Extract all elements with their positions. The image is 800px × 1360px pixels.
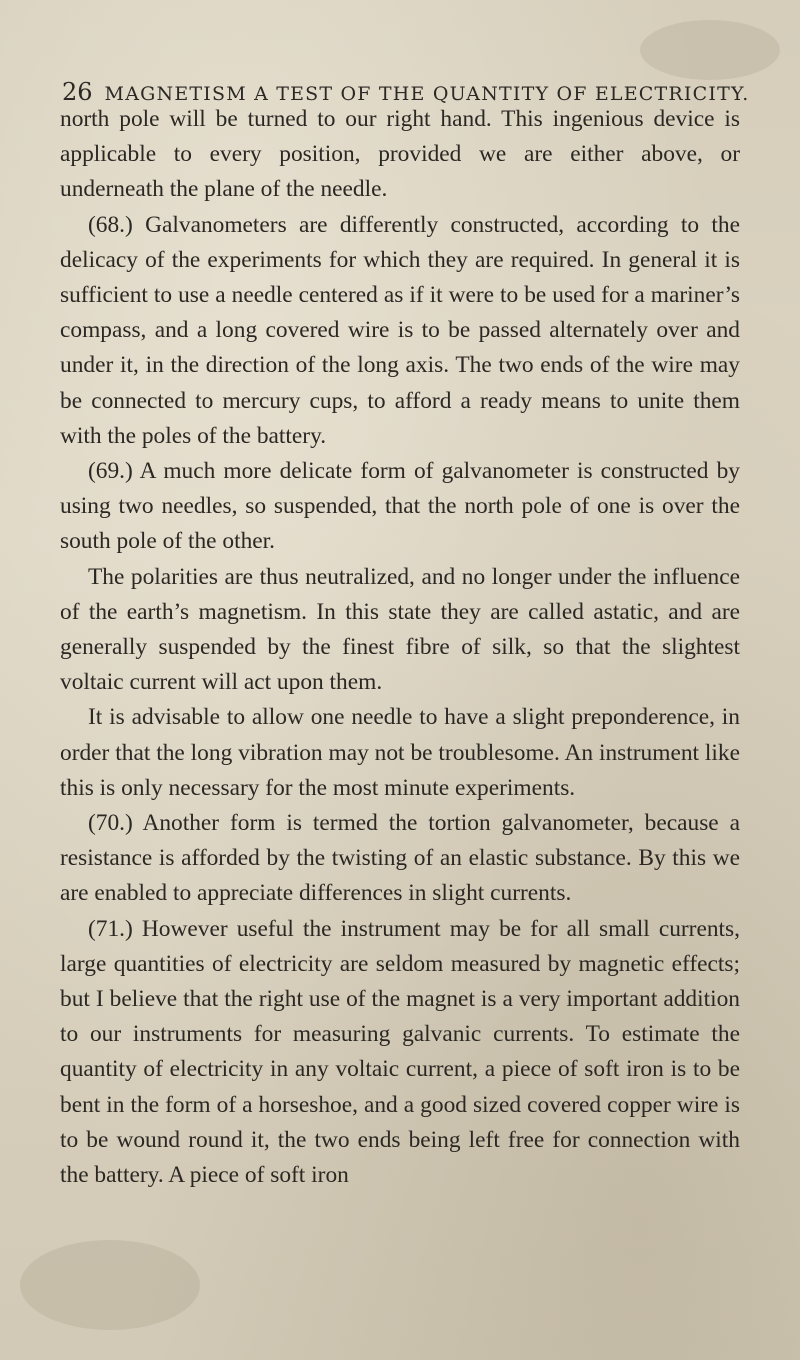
paragraph: (71.) However useful the instrument may be for all small currents, large quantities of electricity are seldom measured by magnetic effects; but I believe that the right use of the magnet is a very important addition to our instruments for measuring galvanic currents. To estimate the quantity of electricity in any voltaic current, a piece of soft iron is to be bent in the form of a horseshoe, and a good sized covered copper wire is to be wound round it, the two ends being left free for connection with the battery. A piece of soft iron: [60, 915, 740, 1189]
page-number: 26: [62, 78, 93, 106]
paper-stain: [640, 20, 780, 80]
paragraph: north pole will be turned to our right hand. This ingenious device is applicable to every position, provided we are either above, or underneath the plane of the needle.: [60, 106, 740, 203]
paragraph: It is advisable to allow one needle to have a slight preponderence, in order that the long vibration may not be troublesome. An instrument like this is only necessary for the most minute experiments.: [60, 704, 740, 801]
paragraph: The polarities are thus neutralized, and no longer under the influence of the earth’s magnetism. In this state they are called astatic, and are generally suspended by the finest fibre of silk, so that the slightest voltaic current will act upon them.: [60, 563, 740, 696]
paragraph: (70.) Another form is termed the tortion galvanometer, because a resistance is afforded by the twisting of an elastic substance. By this we are enabled to appreciate differences in slight currents.: [60, 810, 740, 907]
paper-stain: [20, 1240, 200, 1330]
paragraph: (68.) Galvanometers are differently constructed, according to the delicacy of the experiments for which they are required. In general it is sufficient to use a needle centered as if it were to be used for a mariner’s compass, and a long covered wire is to be passed alternately over and under it, in the direction of the long axis. The two ends of the wire may be connected to mercury cups, to afford a ready means to unite them with the poles of the battery.: [60, 211, 740, 449]
running-title: MAGNETISM A TEST OF THE QUANTITY OF ELECTRICITY.: [104, 83, 750, 105]
body-text: [60, 102, 740, 1193]
paragraph: (69.) A much more delicate form of galvanometer is constructed by using two needles, so suspended, that the north pole of one is over the south pole of the other.: [60, 458, 740, 555]
